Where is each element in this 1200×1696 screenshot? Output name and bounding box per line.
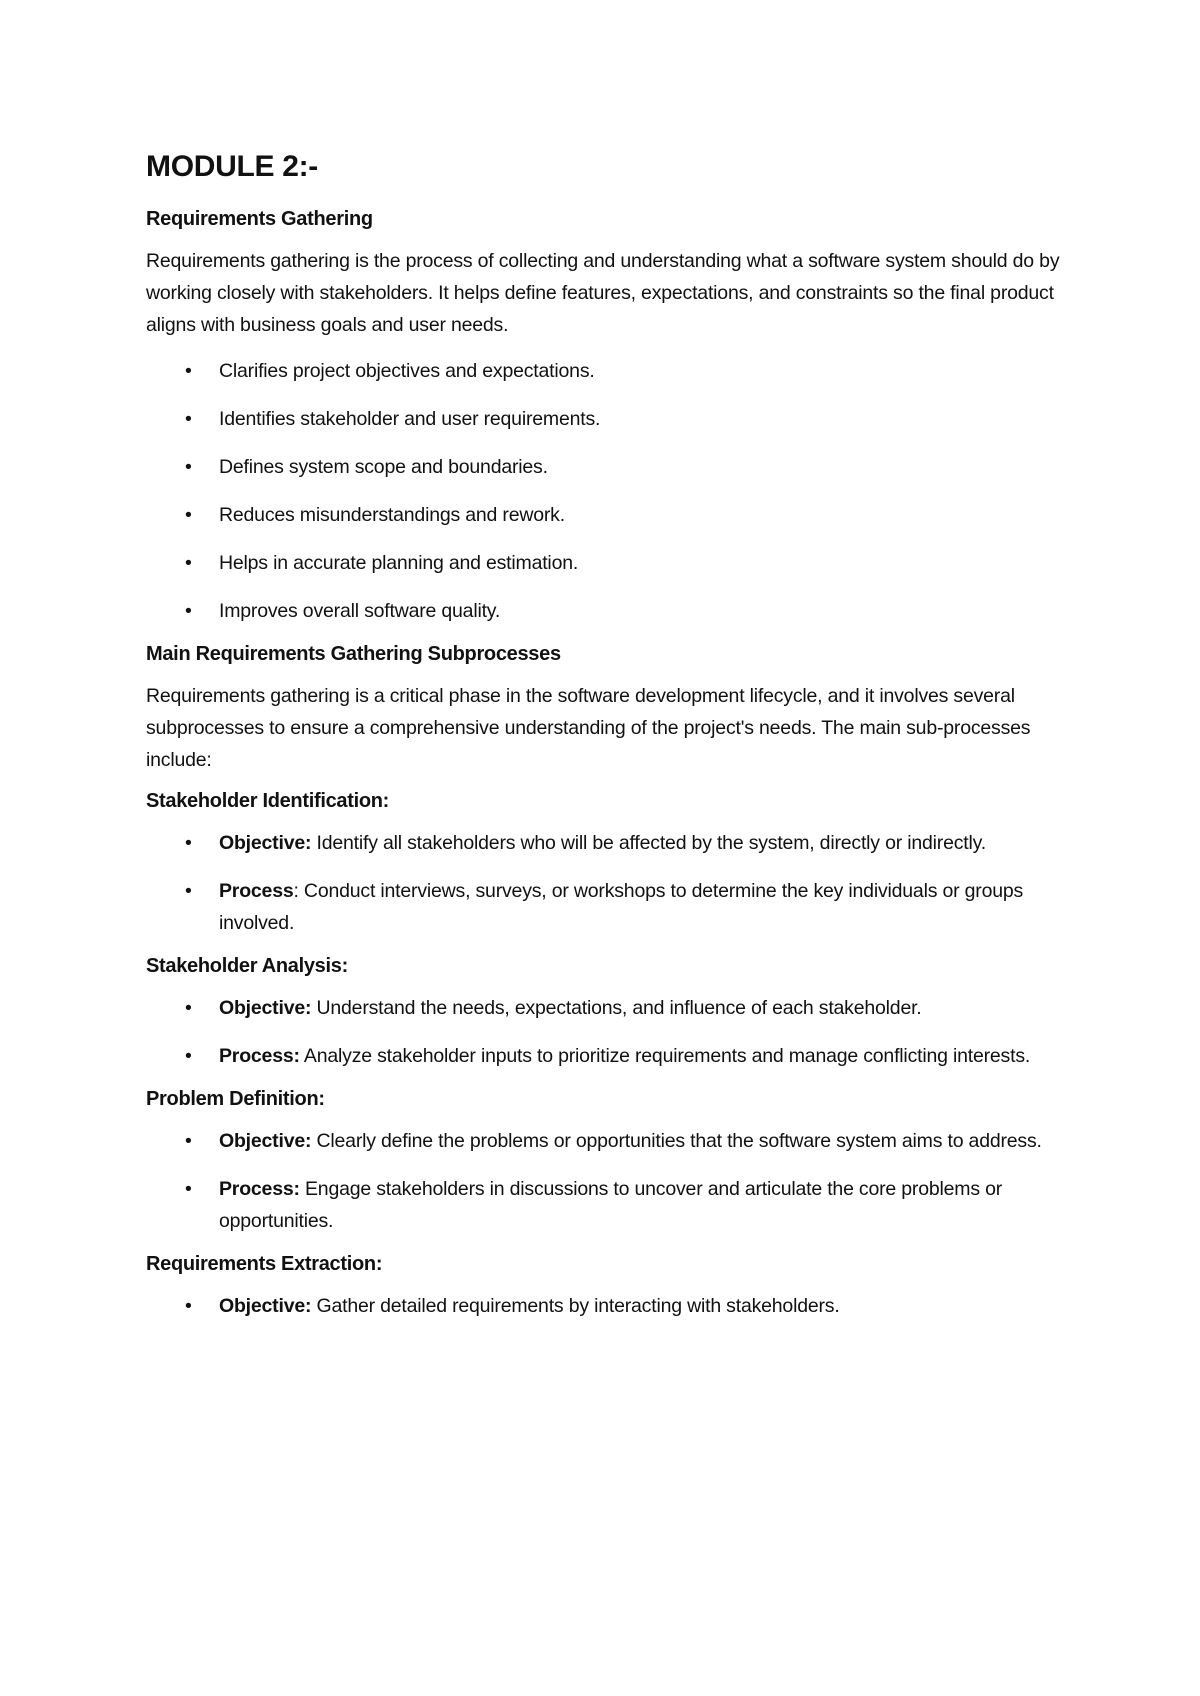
bullet-icon: •	[185, 408, 192, 430]
bullet-icon: •	[185, 1295, 192, 1317]
item-text: Analyze stakeholder inputs to prioritize requirements and manage conflicting interests.	[299, 1045, 1031, 1067]
list-item	[146, 992, 1060, 1024]
list-item: • Clarifies project objectives and expectations.	[146, 355, 1060, 387]
item-label: Process	[219, 880, 294, 902]
subsection-heading-stakeholder-analysis: Stakeholder Analysis:	[146, 955, 348, 977]
list-item	[146, 1125, 1060, 1157]
bullet-icon: •	[185, 552, 192, 574]
item-text: Clearly define the problems or opportunities that the software system aims to address.	[311, 1130, 1042, 1152]
item-text: : Conduct interviews, surveys, or workshops to determine the key individuals or groups involved.	[219, 880, 1024, 934]
list-item	[146, 1040, 1060, 1072]
list-item	[146, 875, 1060, 939]
problem-definition-list	[146, 1125, 1060, 1237]
item-label: Process:	[219, 1178, 300, 1200]
module-title: MODULE 2:-	[146, 150, 318, 183]
bullet-icon: •	[185, 1045, 192, 1067]
item-text: Engage stakeholders in discussions to uncover and articulate the core problems or opportunities.	[219, 1178, 1003, 1232]
list-item: • Improves overall software quality.	[146, 595, 1060, 627]
requirements-gathering-paragraph: Requirements gathering is the process of collecting and understanding what a software system should do by working closely with stakeholders. It helps define features, expectations, and constraints so the final product aligns with business goals and user needs.	[146, 250, 1060, 336]
list-item: • Reduces misunderstandings and rework.	[146, 499, 1060, 531]
item-text: Gather detailed requirements by interacting with stakeholders.	[311, 1295, 840, 1317]
bullet-icon: •	[185, 600, 192, 622]
list-item	[146, 827, 1060, 859]
item-label: Objective:	[219, 832, 312, 854]
stakeholder-identification-list	[146, 827, 1060, 939]
bullet-icon: •	[185, 504, 192, 526]
section-heading-requirements-gathering: Requirements Gathering	[146, 208, 373, 230]
bullet-icon: •	[185, 832, 192, 854]
requirements-extraction-list	[146, 1290, 1060, 1322]
section-heading-subprocesses: Main Requirements Gathering Subprocesses	[146, 643, 561, 665]
item-label: Process:	[219, 1045, 300, 1067]
item-label: Objective:	[219, 1130, 312, 1152]
list-item: • Identifies stakeholder and user requirements.	[146, 403, 1060, 435]
subsection-heading-problem-definition: Problem Definition:	[146, 1088, 325, 1110]
item-label: Objective:	[219, 1295, 312, 1317]
subprocesses-paragraph: Requirements gathering is a critical phase in the software development lifecycle, and it involves several subprocesses to ensure a comprehensive understanding of the project's needs. The main sub-processes include:	[146, 685, 1031, 771]
list-item: • Defines system scope and boundaries.	[146, 451, 1060, 483]
list-item	[146, 1290, 1060, 1322]
bullet-icon: •	[185, 1130, 192, 1152]
item-label: Objective:	[219, 997, 312, 1019]
list-item: • Helps in accurate planning and estimation.	[146, 547, 1060, 579]
bullet-icon: •	[185, 880, 192, 902]
bullet-icon: •	[185, 1178, 192, 1200]
stakeholder-analysis-list	[146, 992, 1060, 1072]
subsection-heading-stakeholder-identification: Stakeholder Identification:	[146, 790, 390, 812]
item-text: Identify all stakeholders who will be affected by the system, directly or indirectly.	[311, 832, 986, 854]
item-text: Understand the needs, expectations, and influence of each stakeholder.	[311, 997, 922, 1019]
requirements-gathering-benefits-list	[146, 355, 1060, 627]
list-item	[146, 1173, 1060, 1237]
bullet-icon: •	[185, 997, 192, 1019]
bullet-icon: •	[185, 360, 192, 382]
bullet-icon: •	[185, 456, 192, 478]
subsection-heading-requirements-extraction: Requirements Extraction:	[146, 1253, 383, 1275]
